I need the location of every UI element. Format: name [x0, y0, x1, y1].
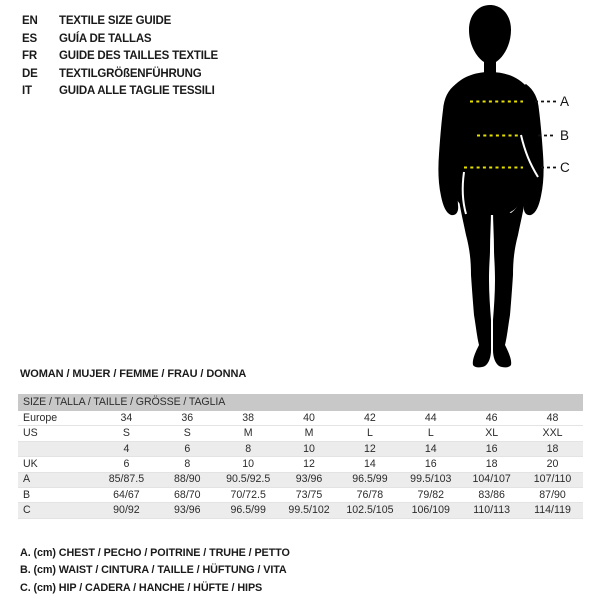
size-table-body	[18, 411, 583, 519]
marker-label-a: A	[560, 94, 570, 109]
size-cell: 90.5/92.5	[226, 473, 271, 486]
size-cell: 70/72.5	[230, 488, 266, 501]
size-cell: L	[427, 427, 434, 440]
size-cell: S	[183, 427, 191, 440]
size-cell: 64/67	[113, 488, 140, 501]
silhouette-right-arm	[512, 84, 543, 215]
size-cell: 12	[303, 457, 315, 470]
row-label: US	[23, 427, 38, 440]
table-title: WOMAN / MUJER / FEMME / FRAU / DONNA	[20, 368, 247, 380]
size-cell: 93/96	[295, 473, 323, 486]
size-cell: 42	[364, 411, 376, 424]
table-row	[18, 503, 583, 518]
table-row	[18, 457, 583, 472]
size-cell: 4	[123, 442, 130, 455]
size-cell: 79/82	[417, 488, 445, 501]
size-cell: 14	[364, 457, 376, 470]
size-cell: 68/70	[174, 488, 201, 501]
size-cell: 85/87.5	[108, 473, 145, 486]
size-cell: 38	[242, 411, 255, 424]
size-cell: 48	[546, 411, 559, 424]
size-cell: 34	[120, 411, 133, 424]
size-cell: 12	[364, 442, 376, 455]
lang-code: EN	[22, 15, 38, 27]
size-cell: 96.5/99	[352, 473, 388, 486]
size-cell: 40	[303, 411, 315, 424]
table-row	[18, 426, 583, 441]
size-cell: 87/90	[539, 488, 566, 501]
arm-gap-right	[521, 135, 538, 177]
marker-label-c: C	[560, 160, 570, 175]
size-cell: 110/113	[473, 504, 511, 517]
table-row	[18, 488, 583, 503]
size-cell: 102.5/105	[346, 504, 394, 517]
measurement-legend	[20, 545, 290, 597]
size-cell: 20	[546, 457, 559, 470]
lang-label: TEXTILGRÖßENFÜHRUNG	[59, 67, 202, 80]
marker-label-b: B	[560, 128, 570, 143]
row-label: C	[23, 504, 31, 517]
size-cell: 8	[184, 457, 191, 470]
lang-label: GUIDA ALLE TAGLIE TESSILI	[59, 85, 215, 97]
size-cell: 73/75	[295, 488, 323, 501]
size-cell: XL	[485, 427, 499, 440]
table-row	[18, 411, 583, 426]
silhouette-left-arm	[438, 84, 469, 215]
size-cell: 99.5/102	[288, 504, 330, 517]
size-cell: 114/119	[534, 504, 571, 517]
size-cell: 16	[485, 442, 498, 455]
lang-row-de	[22, 66, 218, 84]
size-cell: XXL	[542, 427, 563, 440]
size-cell: 14	[424, 442, 437, 455]
size-cell: 88/90	[174, 473, 201, 486]
lang-code: IT	[22, 85, 32, 97]
row-label: UK	[23, 457, 38, 470]
table-row	[18, 473, 583, 488]
size-cell: 46	[485, 411, 498, 424]
size-cell: 18	[546, 442, 559, 455]
lang-label: GUÍA DE TALLAS	[59, 32, 152, 45]
size-cell: 107/110	[533, 473, 572, 486]
size-cell: 76/78	[356, 488, 384, 501]
size-cell: 8	[245, 442, 252, 455]
table-row	[18, 442, 583, 457]
legend-line-waist: B. (cm) WAIST / CINTURA / TAILLE / HÜFTUNG / VITA	[20, 564, 287, 577]
size-cell: 93/96	[174, 504, 201, 517]
size-table	[18, 394, 583, 519]
silhouette-torso	[453, 72, 527, 215]
lang-label: TEXTILE SIZE GUIDE	[59, 15, 172, 27]
legend-line-hip: C. (cm) HIP / CADERA / HANCHE / HÜFTE / HIPS	[20, 581, 263, 594]
lang-code: FR	[22, 50, 37, 62]
lang-row-en	[22, 13, 218, 31]
size-table-header: SIZE / TALLA / TAILLE / GRÖSSE / TAGLIA	[18, 394, 583, 411]
size-cell: 83/86	[478, 488, 505, 501]
size-cell: 10	[303, 442, 315, 455]
size-cell: 18	[485, 457, 498, 470]
arm-gap-left	[463, 172, 466, 214]
size-cell: 16	[424, 457, 437, 470]
size-cell: 6	[184, 442, 191, 455]
lang-label: GUIDE DES TAILLES TEXTILE	[59, 50, 218, 62]
language-title-block	[22, 13, 218, 101]
size-cell: M	[304, 427, 314, 440]
silhouette-right-leg	[492, 185, 527, 367]
legend-line-chest: A. (cm) CHEST / PECHO / POITRINE / TRUHE / PETTO	[20, 547, 290, 559]
size-cell: 36	[181, 411, 194, 424]
lang-code: ES	[22, 32, 37, 45]
lang-row-es	[22, 31, 218, 49]
size-cell: 96.5/99	[230, 504, 266, 517]
size-cell: 44	[424, 411, 437, 424]
size-cell: S	[122, 427, 130, 440]
lang-code: DE	[22, 67, 38, 80]
lang-row-it	[22, 83, 218, 101]
row-label: A	[23, 473, 31, 486]
silhouette-left-leg	[457, 185, 492, 367]
row-label: Europe	[23, 411, 58, 424]
size-cell: 104/107	[472, 473, 511, 486]
lang-row-fr	[22, 48, 218, 66]
row-label: B	[23, 488, 31, 501]
size-cell: 6	[123, 457, 130, 470]
size-cell: 99.5/103	[410, 473, 452, 486]
size-cell: M	[243, 427, 253, 440]
size-cell: L	[366, 427, 373, 440]
size-cell: 10	[242, 457, 255, 470]
size-cell: 106/109	[411, 504, 450, 517]
size-cell: 90/92	[113, 504, 140, 517]
silhouette-head	[464, 5, 516, 83]
